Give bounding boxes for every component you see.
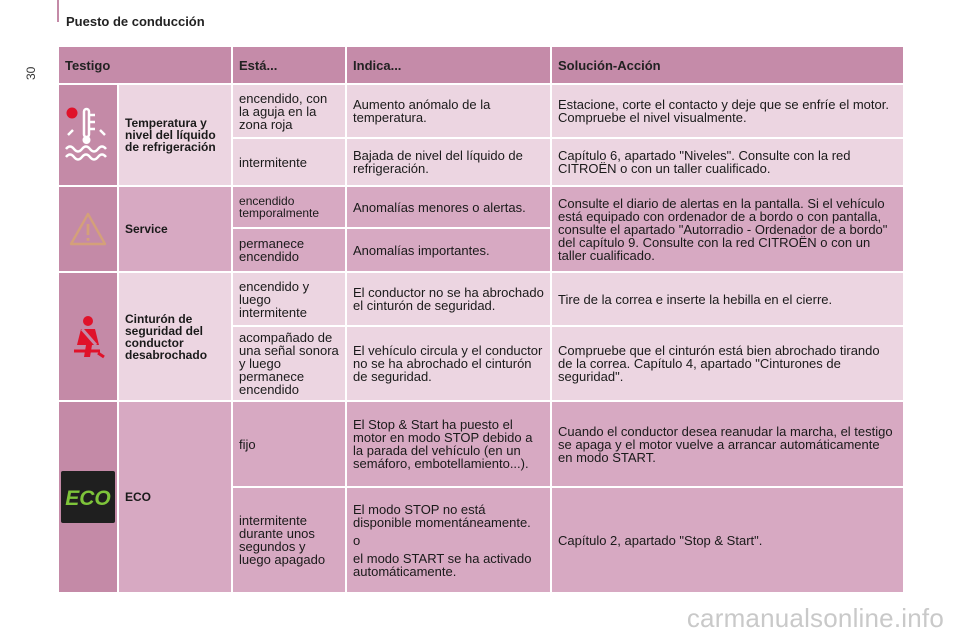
esta-cell: intermitente	[233, 139, 345, 185]
esta-cell: acompañado de una señal sonora y luego permanece encendido	[233, 327, 345, 400]
esta-cell: encendido, con la aguja en la zona roja	[233, 85, 345, 137]
page-title: Puesto de conducción	[66, 14, 205, 29]
seatbelt-icon	[68, 315, 108, 359]
solucion-cell: Consulte el diario de alertas en la pantalla. Si el vehículo está equipado con ordenador de a bordo o con pantalla, consulte el apartado "Autorradio - Ordenador de a bordo" del capítulo 9. Consulte con la red CITROËN o con un taller cualificado.	[552, 187, 903, 271]
table-row	[59, 273, 903, 325]
icon-cell	[59, 85, 117, 185]
service-warning-icon	[68, 211, 108, 247]
table-header-row	[59, 47, 903, 83]
margin-bar	[57, 0, 59, 22]
indica-cell: Aumento anómalo de la temperatura.	[347, 85, 550, 137]
solucion-cell: Tire de la correa e inserte la hebilla en el cierre.	[552, 273, 903, 325]
solucion-cell: Estacione, corte el contacto y deje que se enfríe el motor. Compruebe el nivel visualmente.	[552, 85, 903, 137]
icon-cell	[59, 273, 117, 400]
indica-cell: Anomalías menores o alertas.	[347, 187, 550, 227]
table-row	[59, 402, 903, 486]
solucion-cell: Capítulo 6, apartado "Niveles". Consulte con la red CITROËN o con un taller cualificado.	[552, 139, 903, 185]
column-header-esta: Está...	[233, 47, 345, 83]
warning-name: ECO	[119, 402, 231, 592]
watermark: carmanualsonline.info	[686, 603, 944, 633]
table-row	[59, 85, 903, 137]
table-row	[59, 187, 903, 227]
esta-cell: encendido temporalmente	[233, 187, 345, 227]
indica-line: El modo STOP no está disponible momentáneamente.	[353, 501, 531, 530]
indica-cell: El Stop & Start ha puesto el motor en modo STOP debido a la parada del vehículo (en un semáforo, embotellamiento...).	[347, 402, 550, 486]
solucion-cell: Compruebe que el cinturón está bien abrochado tirando de la correa. Capítulo 4, apartado "Cinturones de seguridad".	[552, 327, 903, 400]
indica-cell	[347, 488, 550, 592]
solucion-cell: Capítulo 2, apartado "Stop & Start".	[552, 488, 903, 592]
eco-icon	[61, 471, 115, 523]
coolant-temperature-icon	[64, 103, 112, 167]
warning-lights-table	[57, 45, 905, 594]
indica-line: el modo START se ha activado automáticamente.	[353, 550, 532, 579]
eco-icon-label: ECO	[65, 487, 111, 510]
icon-cell	[59, 402, 117, 592]
indica-cell: Bajada de nivel del líquido de refrigeración.	[347, 139, 550, 185]
esta-cell: permanece encendido	[233, 229, 345, 271]
page-number: 30	[24, 66, 38, 80]
icon-cell	[59, 187, 117, 271]
column-header-solucion: Solución-Acción	[552, 47, 903, 83]
warning-name: Temperatura y nivel del líquido de refrigeración	[119, 85, 231, 185]
warning-name: Cinturón de seguridad del conductor desabrochado	[119, 273, 231, 400]
indica-cell: Anomalías importantes.	[347, 229, 550, 271]
column-header-testigo: Testigo	[59, 47, 231, 83]
indica-line: o	[353, 532, 361, 548]
indica-cell: El conductor no se ha abrochado el cinturón de seguridad.	[347, 273, 550, 325]
solucion-cell: Cuando el conductor desea reanudar la marcha, el testigo se apaga y el motor vuelve a arrancar automáticamente en modo START.	[552, 402, 903, 486]
warning-name: Service	[119, 187, 231, 271]
column-header-indica: Indica...	[347, 47, 550, 83]
esta-cell: fijo	[233, 402, 345, 486]
indica-cell: El vehículo circula y el conductor no se ha abrochado el cinturón de seguridad.	[347, 327, 550, 400]
esta-cell: encendido y luego intermitente	[233, 273, 345, 325]
esta-cell: intermitente durante unos segundos y luego apagado	[233, 488, 345, 592]
